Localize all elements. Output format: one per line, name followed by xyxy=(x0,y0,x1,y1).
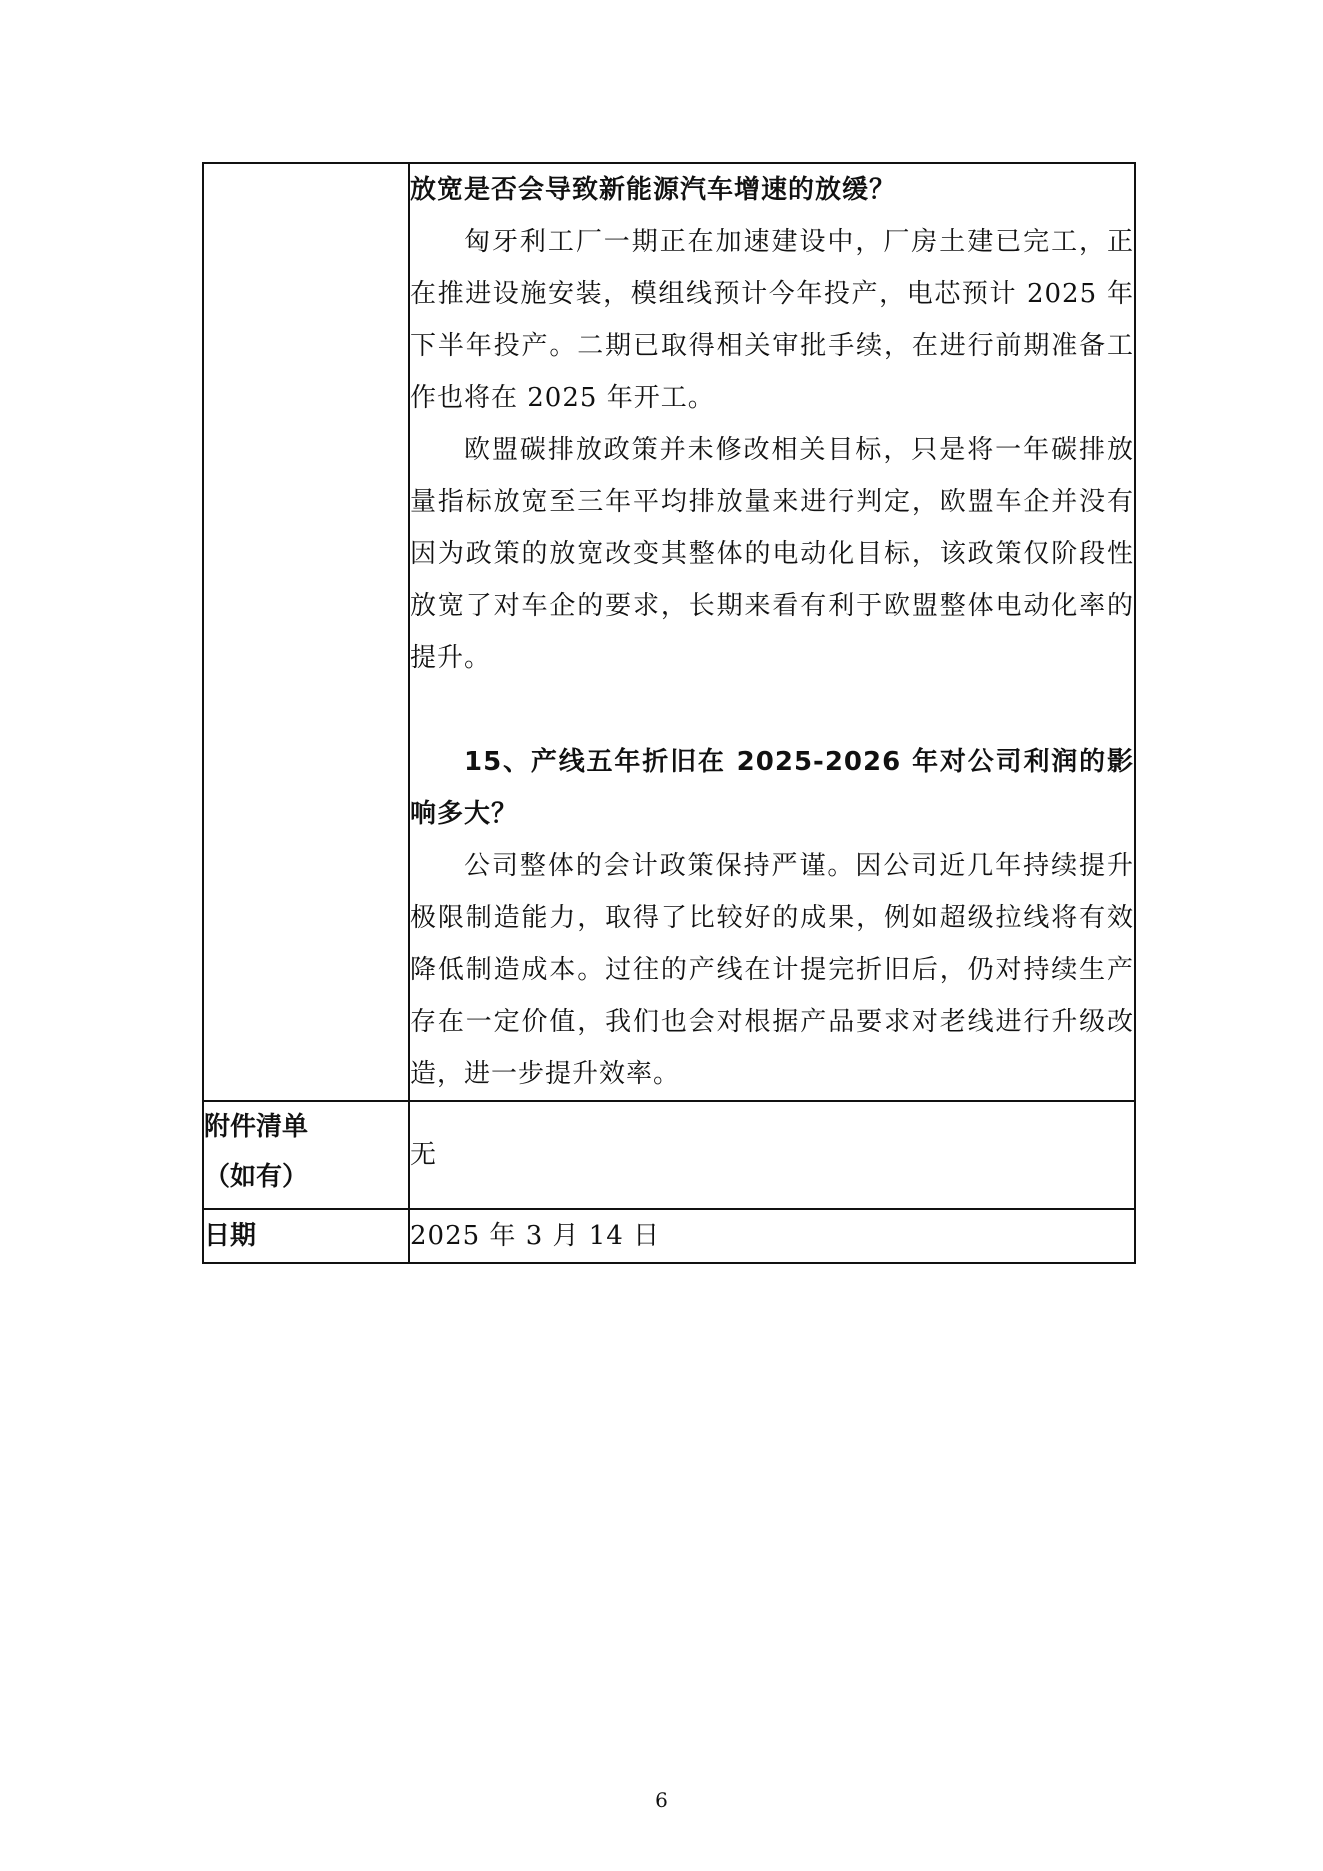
date-row xyxy=(203,1209,1135,1263)
date-value: 2025 年 3 月 14 日 xyxy=(409,1209,1135,1263)
attachment-label-note: （如有） xyxy=(204,1162,309,1192)
paragraph-gap xyxy=(410,684,1134,736)
attachment-value: 无 xyxy=(409,1101,1135,1209)
answer-paragraph-hungary: 匈牙利工厂一期正在加速建设中，厂房土建已完工，正在推进设施安装，模组线预计今年投产，电芯预计 2025 年下半年投产。二期已取得相关审批手续，在进行前期准备工作也将在 2025 年开工。 xyxy=(410,227,1134,413)
answer-paragraph-depreciation: 公司整体的会计政策保持严谨。因公司近几年持续提升极限制造能力，取得了比较好的成果，例如超级拉线将有效降低制造成本。过往的产线在计提完折旧后，仍对持续生产存在一定价值，我们也会对根据产品要求对老线进行升级改造，进一步提升效率。 xyxy=(410,851,1134,1089)
question-14-tail: 放宽是否会导致新能源汽车增速的放缓？ xyxy=(410,175,897,205)
question-15: 15、产线五年折旧在 2025-2026 年对公司利润的影响多大？ xyxy=(410,747,1134,829)
qa-content-cell xyxy=(409,163,1135,1101)
page-number: 6 xyxy=(655,1788,668,1812)
qa-content-row xyxy=(203,163,1135,1101)
attachment-row xyxy=(203,1101,1135,1209)
attachment-label-cell xyxy=(203,1101,409,1209)
answer-paragraph-eu-policy: 欧盟碳排放政策并未修改相关目标，只是将一年碳排放量指标放宽至三年平均排放量来进行判定，欧盟车企并没有因为政策的放宽改变其整体的电动化目标，该政策仅阶段性放宽了对车企的要求，长期来看有利于欧盟整体电动化率的提升。 xyxy=(410,435,1134,673)
attachment-label: 附件清单 xyxy=(204,1112,309,1142)
date-label: 日期 xyxy=(203,1209,409,1263)
empty-label-cell xyxy=(203,163,409,1101)
investor-relations-table xyxy=(202,162,1136,1264)
